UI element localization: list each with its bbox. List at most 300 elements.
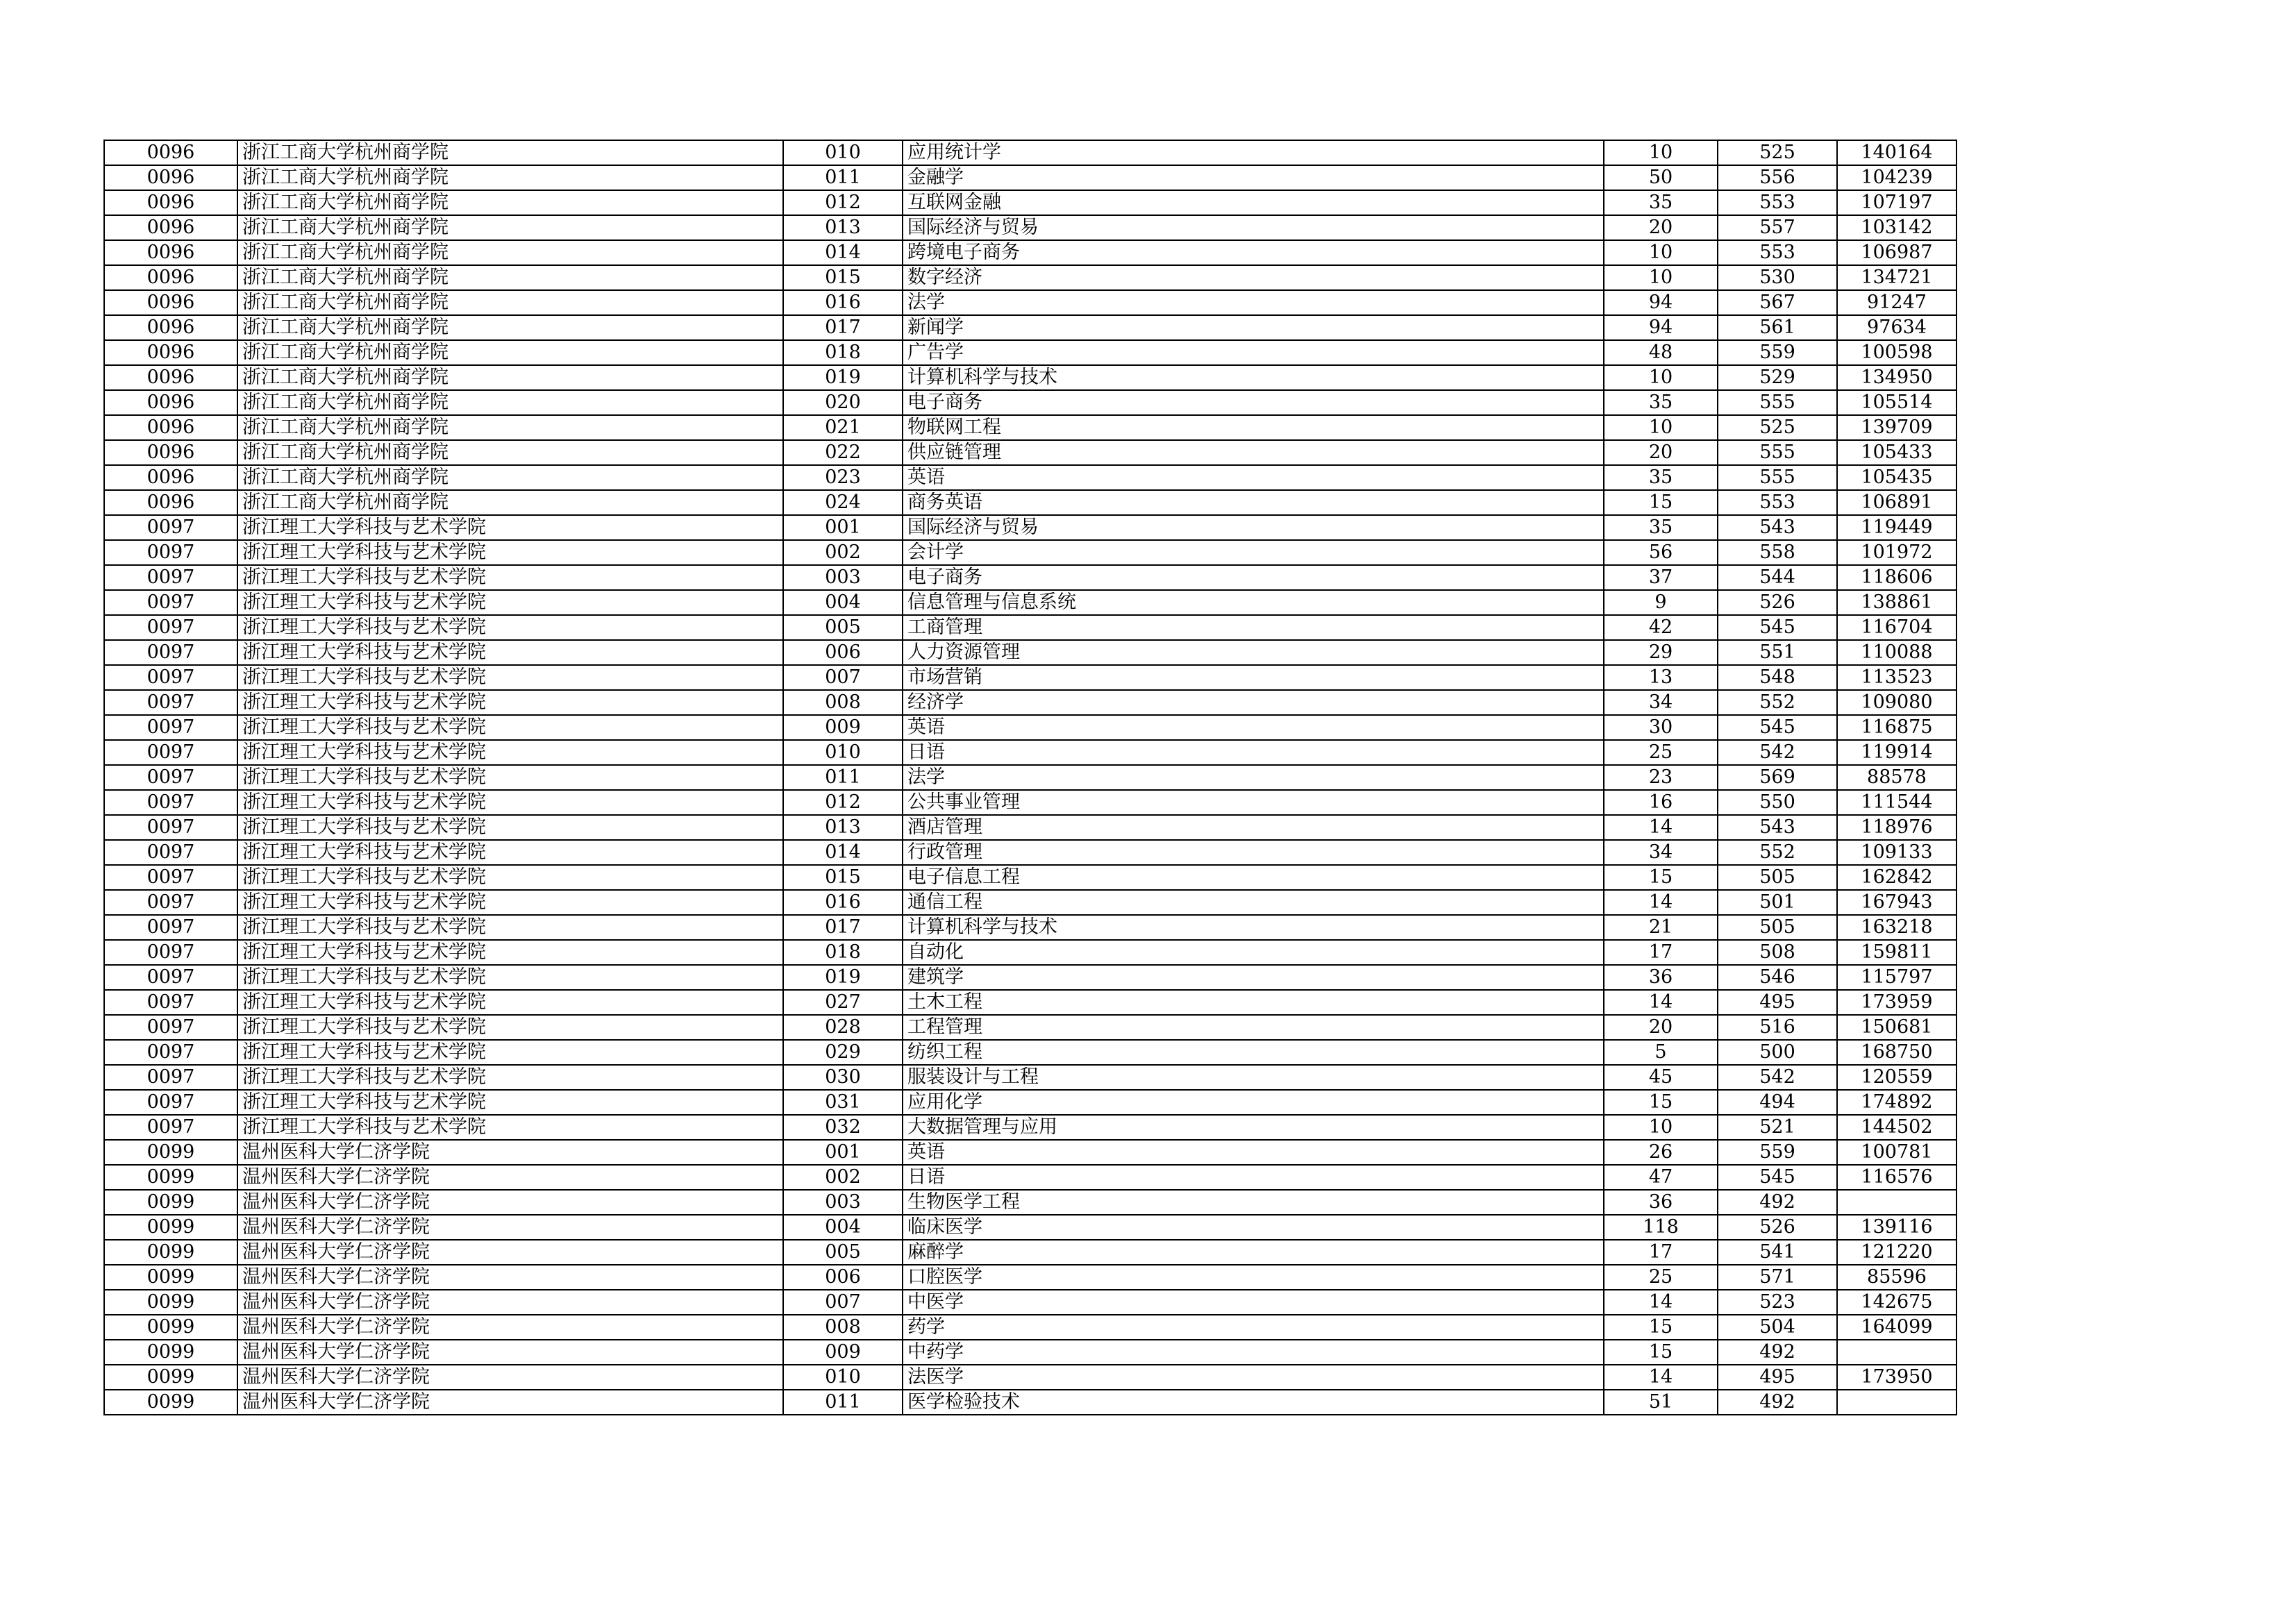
major-name-cell: 新闻学	[903, 315, 1604, 340]
plan-count-cell: 23	[1604, 765, 1718, 790]
table-row	[104, 1390, 1956, 1415]
min-rank-cell: 163218	[1837, 915, 1956, 940]
min-rank-cell: 167943	[1837, 890, 1956, 915]
min-score-cell: 555	[1718, 390, 1837, 415]
min-score-cell: 553	[1718, 240, 1837, 265]
major-code-cell: 010	[783, 140, 903, 165]
min-score-cell: 571	[1718, 1265, 1837, 1290]
min-score-cell: 559	[1718, 340, 1837, 365]
school-code-cell: 0096	[104, 390, 237, 415]
table-row	[104, 440, 1956, 465]
major-name-cell: 应用统计学	[903, 140, 1604, 165]
major-code-cell: 006	[783, 640, 903, 665]
school-code-cell: 0096	[104, 490, 237, 515]
school-code-cell: 0097	[104, 690, 237, 715]
table-row	[104, 940, 1956, 965]
major-name-cell: 电子商务	[903, 390, 1604, 415]
min-score-cell: 508	[1718, 940, 1837, 965]
table-row	[104, 665, 1956, 690]
min-score-cell: 555	[1718, 440, 1837, 465]
min-rank-cell: 100598	[1837, 340, 1956, 365]
table-row	[104, 265, 1956, 290]
min-score-cell: 556	[1718, 165, 1837, 190]
table-row	[104, 815, 1956, 840]
school-name-cell: 温州医科大学仁济学院	[237, 1215, 783, 1240]
plan-count-cell: 20	[1604, 1015, 1718, 1040]
school-code-cell: 0096	[104, 190, 237, 215]
school-code-cell: 0096	[104, 315, 237, 340]
table-row	[104, 490, 1956, 515]
min-score-cell: 545	[1718, 715, 1837, 740]
major-code-cell: 027	[783, 990, 903, 1015]
major-code-cell: 022	[783, 440, 903, 465]
major-name-cell: 公共事业管理	[903, 790, 1604, 815]
table-row	[104, 1340, 1956, 1365]
school-name-cell: 浙江工商大学杭州商学院	[237, 465, 783, 490]
min-rank-cell: 119914	[1837, 740, 1956, 765]
table-row	[104, 240, 1956, 265]
min-rank-cell: 116875	[1837, 715, 1956, 740]
major-code-cell: 029	[783, 1040, 903, 1065]
major-code-cell: 011	[783, 765, 903, 790]
min-rank-cell: 91247	[1837, 290, 1956, 315]
school-name-cell: 浙江工商大学杭州商学院	[237, 315, 783, 340]
plan-count-cell: 16	[1604, 790, 1718, 815]
major-code-cell: 010	[783, 740, 903, 765]
min-rank-cell: 107197	[1837, 190, 1956, 215]
min-rank-cell: 144502	[1837, 1115, 1956, 1140]
min-score-cell: 542	[1718, 740, 1837, 765]
min-score-cell: 548	[1718, 665, 1837, 690]
school-code-cell: 0096	[104, 290, 237, 315]
school-name-cell: 浙江理工大学科技与艺术学院	[237, 915, 783, 940]
school-name-cell: 温州医科大学仁济学院	[237, 1315, 783, 1340]
school-code-cell: 0099	[104, 1240, 237, 1265]
major-name-cell: 建筑学	[903, 965, 1604, 990]
min-rank-cell: 104239	[1837, 165, 1956, 190]
table-row	[104, 1090, 1956, 1115]
plan-count-cell: 25	[1604, 740, 1718, 765]
school-code-cell: 0097	[104, 915, 237, 940]
major-name-cell: 金融学	[903, 165, 1604, 190]
school-name-cell: 温州医科大学仁济学院	[237, 1340, 783, 1365]
school-name-cell: 浙江理工大学科技与艺术学院	[237, 1090, 783, 1115]
min-score-cell: 552	[1718, 840, 1837, 865]
major-name-cell: 经济学	[903, 690, 1604, 715]
plan-count-cell: 10	[1604, 265, 1718, 290]
table-row	[104, 290, 1956, 315]
major-name-cell: 药学	[903, 1315, 1604, 1340]
major-code-cell: 012	[783, 790, 903, 815]
school-code-cell: 0097	[104, 990, 237, 1015]
major-code-cell: 023	[783, 465, 903, 490]
school-code-cell: 0099	[104, 1340, 237, 1365]
school-code-cell: 0097	[104, 515, 237, 540]
table-row	[104, 340, 1956, 365]
min-rank-cell: 119449	[1837, 515, 1956, 540]
school-code-cell: 0097	[104, 840, 237, 865]
major-code-cell: 014	[783, 240, 903, 265]
school-code-cell: 0097	[104, 1040, 237, 1065]
min-rank-cell: 109133	[1837, 840, 1956, 865]
school-name-cell: 温州医科大学仁济学院	[237, 1390, 783, 1415]
school-name-cell: 浙江工商大学杭州商学院	[237, 240, 783, 265]
school-code-cell: 0099	[104, 1265, 237, 1290]
min-score-cell: 543	[1718, 815, 1837, 840]
plan-count-cell: 35	[1604, 190, 1718, 215]
major-name-cell: 法医学	[903, 1365, 1604, 1390]
school-name-cell: 浙江理工大学科技与艺术学院	[237, 840, 783, 865]
plan-count-cell: 94	[1604, 290, 1718, 315]
plan-count-cell: 10	[1604, 1115, 1718, 1140]
school-code-cell: 0096	[104, 240, 237, 265]
school-code-cell: 0096	[104, 340, 237, 365]
school-name-cell: 浙江理工大学科技与艺术学院	[237, 690, 783, 715]
min-rank-cell: 138861	[1837, 590, 1956, 615]
min-rank-cell: 173959	[1837, 990, 1956, 1015]
table-row	[104, 1215, 1956, 1240]
major-name-cell: 临床医学	[903, 1215, 1604, 1240]
table-row	[104, 140, 1956, 165]
major-name-cell: 人力资源管理	[903, 640, 1604, 665]
min-rank-cell	[1837, 1340, 1956, 1365]
plan-count-cell: 20	[1604, 440, 1718, 465]
min-score-cell: 567	[1718, 290, 1837, 315]
table-row	[104, 465, 1956, 490]
major-code-cell: 017	[783, 315, 903, 340]
min-score-cell: 545	[1718, 1165, 1837, 1190]
major-name-cell: 医学检验技术	[903, 1390, 1604, 1415]
min-rank-cell: 150681	[1837, 1015, 1956, 1040]
major-code-cell: 011	[783, 1390, 903, 1415]
major-code-cell: 009	[783, 715, 903, 740]
major-code-cell: 002	[783, 1165, 903, 1190]
table-row	[104, 1040, 1956, 1065]
plan-count-cell: 94	[1604, 315, 1718, 340]
table-row	[104, 865, 1956, 890]
school-name-cell: 浙江工商大学杭州商学院	[237, 190, 783, 215]
major-name-cell: 英语	[903, 715, 1604, 740]
school-code-cell: 0099	[104, 1290, 237, 1315]
min-rank-cell: 118606	[1837, 565, 1956, 590]
school-name-cell: 浙江理工大学科技与艺术学院	[237, 615, 783, 640]
plan-count-cell: 30	[1604, 715, 1718, 740]
school-code-cell: 0097	[104, 940, 237, 965]
major-name-cell: 电子商务	[903, 565, 1604, 590]
table-row	[104, 1015, 1956, 1040]
major-name-cell: 计算机科学与技术	[903, 365, 1604, 390]
school-code-cell: 0096	[104, 365, 237, 390]
school-name-cell: 浙江理工大学科技与艺术学院	[237, 715, 783, 740]
major-name-cell: 英语	[903, 465, 1604, 490]
major-code-cell: 003	[783, 565, 903, 590]
min-rank-cell: 100781	[1837, 1140, 1956, 1165]
plan-count-cell: 51	[1604, 1390, 1718, 1415]
min-score-cell: 495	[1718, 990, 1837, 1015]
school-code-cell: 0097	[104, 715, 237, 740]
major-code-cell: 012	[783, 190, 903, 215]
major-code-cell: 030	[783, 1065, 903, 1090]
table-row	[104, 1290, 1956, 1315]
school-code-cell: 0096	[104, 415, 237, 440]
table-row	[104, 1190, 1956, 1215]
school-code-cell: 0097	[104, 540, 237, 565]
min-score-cell: 546	[1718, 965, 1837, 990]
school-code-cell: 0097	[104, 615, 237, 640]
major-code-cell: 031	[783, 1090, 903, 1115]
table-row	[104, 515, 1956, 540]
major-code-cell: 015	[783, 265, 903, 290]
min-score-cell: 526	[1718, 1215, 1837, 1240]
min-score-cell: 559	[1718, 1140, 1837, 1165]
school-name-cell: 浙江理工大学科技与艺术学院	[237, 990, 783, 1015]
table-row	[104, 315, 1956, 340]
school-code-cell: 0097	[104, 1090, 237, 1115]
plan-count-cell: 15	[1604, 865, 1718, 890]
major-code-cell: 017	[783, 915, 903, 940]
major-name-cell: 应用化学	[903, 1090, 1604, 1115]
plan-count-cell: 15	[1604, 490, 1718, 515]
school-code-cell: 0097	[104, 740, 237, 765]
min-score-cell: 504	[1718, 1315, 1837, 1340]
major-name-cell: 广告学	[903, 340, 1604, 365]
school-name-cell: 浙江理工大学科技与艺术学院	[237, 940, 783, 965]
school-name-cell: 浙江理工大学科技与艺术学院	[237, 1065, 783, 1090]
school-code-cell: 0097	[104, 590, 237, 615]
min-score-cell: 492	[1718, 1390, 1837, 1415]
table-row	[104, 415, 1956, 440]
table-row	[104, 190, 1956, 215]
table-body	[104, 140, 1956, 1415]
plan-count-cell: 9	[1604, 590, 1718, 615]
major-code-cell: 005	[783, 615, 903, 640]
major-code-cell: 008	[783, 1315, 903, 1340]
school-name-cell: 浙江理工大学科技与艺术学院	[237, 565, 783, 590]
school-name-cell: 浙江理工大学科技与艺术学院	[237, 640, 783, 665]
school-name-cell: 温州医科大学仁济学院	[237, 1190, 783, 1215]
table-row	[104, 365, 1956, 390]
min-rank-cell: 109080	[1837, 690, 1956, 715]
min-rank-cell: 113523	[1837, 665, 1956, 690]
school-name-cell: 浙江理工大学科技与艺术学院	[237, 515, 783, 540]
school-code-cell: 0096	[104, 465, 237, 490]
school-code-cell: 0096	[104, 265, 237, 290]
min-score-cell: 553	[1718, 190, 1837, 215]
table-row	[104, 165, 1956, 190]
plan-count-cell: 48	[1604, 340, 1718, 365]
min-rank-cell: 97634	[1837, 315, 1956, 340]
min-rank-cell: 101972	[1837, 540, 1956, 565]
plan-count-cell: 34	[1604, 840, 1718, 865]
table-row	[104, 1115, 1956, 1140]
table-row	[104, 1240, 1956, 1265]
plan-count-cell: 47	[1604, 1165, 1718, 1190]
min-score-cell: 529	[1718, 365, 1837, 390]
min-score-cell: 492	[1718, 1340, 1837, 1365]
school-name-cell: 温州医科大学仁济学院	[237, 1165, 783, 1190]
school-name-cell: 浙江理工大学科技与艺术学院	[237, 865, 783, 890]
min-rank-cell: 134721	[1837, 265, 1956, 290]
plan-count-cell: 45	[1604, 1065, 1718, 1090]
plan-count-cell: 21	[1604, 915, 1718, 940]
min-score-cell: 526	[1718, 590, 1837, 615]
table-row	[104, 215, 1956, 240]
school-code-cell: 0099	[104, 1365, 237, 1390]
min-score-cell: 550	[1718, 790, 1837, 815]
major-code-cell: 006	[783, 1265, 903, 1290]
major-code-cell: 015	[783, 865, 903, 890]
major-code-cell: 003	[783, 1190, 903, 1215]
min-rank-cell: 85596	[1837, 1265, 1956, 1290]
min-score-cell: 500	[1718, 1040, 1837, 1065]
major-code-cell: 004	[783, 1215, 903, 1240]
min-score-cell: 530	[1718, 265, 1837, 290]
table-row	[104, 790, 1956, 815]
min-rank-cell: 159811	[1837, 940, 1956, 965]
school-name-cell: 浙江工商大学杭州商学院	[237, 265, 783, 290]
school-code-cell: 0099	[104, 1165, 237, 1190]
major-name-cell: 生物医学工程	[903, 1190, 1604, 1215]
plan-count-cell: 118	[1604, 1215, 1718, 1240]
major-name-cell: 商务英语	[903, 490, 1604, 515]
plan-count-cell: 14	[1604, 1365, 1718, 1390]
min-score-cell: 516	[1718, 1015, 1837, 1040]
school-name-cell: 浙江理工大学科技与艺术学院	[237, 890, 783, 915]
min-score-cell: 525	[1718, 140, 1837, 165]
min-score-cell: 523	[1718, 1290, 1837, 1315]
school-code-cell: 0097	[104, 1015, 237, 1040]
school-code-cell: 0099	[104, 1190, 237, 1215]
school-name-cell: 浙江理工大学科技与艺术学院	[237, 765, 783, 790]
min-score-cell: 495	[1718, 1365, 1837, 1390]
major-name-cell: 日语	[903, 1165, 1604, 1190]
major-name-cell: 通信工程	[903, 890, 1604, 915]
table-row	[104, 890, 1956, 915]
school-code-cell: 0097	[104, 890, 237, 915]
school-name-cell: 浙江工商大学杭州商学院	[237, 215, 783, 240]
school-name-cell: 浙江工商大学杭州商学院	[237, 440, 783, 465]
school-code-cell: 0097	[104, 565, 237, 590]
school-name-cell: 浙江工商大学杭州商学院	[237, 340, 783, 365]
plan-count-cell: 29	[1604, 640, 1718, 665]
major-name-cell: 法学	[903, 290, 1604, 315]
major-code-cell: 019	[783, 365, 903, 390]
school-name-cell: 浙江理工大学科技与艺术学院	[237, 590, 783, 615]
table-row	[104, 540, 1956, 565]
plan-count-cell: 56	[1604, 540, 1718, 565]
school-name-cell: 浙江工商大学杭州商学院	[237, 290, 783, 315]
school-name-cell: 浙江理工大学科技与艺术学院	[237, 1015, 783, 1040]
plan-count-cell: 17	[1604, 940, 1718, 965]
major-code-cell: 032	[783, 1115, 903, 1140]
major-name-cell: 国际经济与贸易	[903, 515, 1604, 540]
table-row	[104, 640, 1956, 665]
major-code-cell: 020	[783, 390, 903, 415]
major-name-cell: 工程管理	[903, 1015, 1604, 1040]
min-rank-cell	[1837, 1190, 1956, 1215]
plan-count-cell: 14	[1604, 890, 1718, 915]
plan-count-cell: 10	[1604, 365, 1718, 390]
admission-table	[103, 140, 1957, 1415]
min-rank-cell: 118976	[1837, 815, 1956, 840]
school-name-cell: 浙江工商大学杭州商学院	[237, 140, 783, 165]
school-code-cell: 0097	[104, 815, 237, 840]
major-code-cell: 002	[783, 540, 903, 565]
min-rank-cell: 139709	[1837, 415, 1956, 440]
plan-count-cell: 13	[1604, 665, 1718, 690]
plan-count-cell: 10	[1604, 415, 1718, 440]
school-name-cell: 浙江理工大学科技与艺术学院	[237, 1115, 783, 1140]
plan-count-cell: 34	[1604, 690, 1718, 715]
school-name-cell: 浙江工商大学杭州商学院	[237, 415, 783, 440]
table-row	[104, 840, 1956, 865]
school-name-cell: 浙江工商大学杭州商学院	[237, 165, 783, 190]
major-name-cell: 日语	[903, 740, 1604, 765]
major-code-cell: 004	[783, 590, 903, 615]
major-code-cell: 024	[783, 490, 903, 515]
major-name-cell: 法学	[903, 765, 1604, 790]
min-rank-cell: 121220	[1837, 1240, 1956, 1265]
min-score-cell: 553	[1718, 490, 1837, 515]
plan-count-cell: 15	[1604, 1315, 1718, 1340]
major-name-cell: 麻醉学	[903, 1240, 1604, 1265]
table-row	[104, 965, 1956, 990]
plan-count-cell: 37	[1604, 565, 1718, 590]
plan-count-cell: 10	[1604, 240, 1718, 265]
plan-count-cell: 35	[1604, 465, 1718, 490]
table-row	[104, 390, 1956, 415]
major-name-cell: 大数据管理与应用	[903, 1115, 1604, 1140]
min-score-cell: 551	[1718, 640, 1837, 665]
school-name-cell: 浙江理工大学科技与艺术学院	[237, 790, 783, 815]
min-score-cell: 494	[1718, 1090, 1837, 1115]
major-name-cell: 中医学	[903, 1290, 1604, 1315]
school-name-cell: 浙江理工大学科技与艺术学院	[237, 540, 783, 565]
min-rank-cell: 168750	[1837, 1040, 1956, 1065]
school-name-cell: 温州医科大学仁济学院	[237, 1265, 783, 1290]
major-name-cell: 信息管理与信息系统	[903, 590, 1604, 615]
school-name-cell: 浙江理工大学科技与艺术学院	[237, 815, 783, 840]
school-code-cell: 0096	[104, 140, 237, 165]
major-name-cell: 口腔医学	[903, 1265, 1604, 1290]
major-code-cell: 007	[783, 1290, 903, 1315]
school-code-cell: 0097	[104, 790, 237, 815]
table-row	[104, 565, 1956, 590]
major-name-cell: 供应链管理	[903, 440, 1604, 465]
table-row	[104, 1140, 1956, 1165]
min-score-cell: 552	[1718, 690, 1837, 715]
major-name-cell: 中药学	[903, 1340, 1604, 1365]
school-code-cell: 0099	[104, 1140, 237, 1165]
plan-count-cell: 17	[1604, 1240, 1718, 1265]
school-name-cell: 浙江工商大学杭州商学院	[237, 490, 783, 515]
table-row	[104, 740, 1956, 765]
major-name-cell: 酒店管理	[903, 815, 1604, 840]
min-score-cell: 541	[1718, 1240, 1837, 1265]
school-name-cell: 温州医科大学仁济学院	[237, 1240, 783, 1265]
table-row	[104, 1165, 1956, 1190]
plan-count-cell: 15	[1604, 1090, 1718, 1115]
min-rank-cell: 105435	[1837, 465, 1956, 490]
plan-count-cell: 10	[1604, 140, 1718, 165]
min-rank-cell: 111544	[1837, 790, 1956, 815]
major-code-cell: 021	[783, 415, 903, 440]
school-code-cell: 0097	[104, 640, 237, 665]
school-code-cell: 0096	[104, 165, 237, 190]
plan-count-cell: 14	[1604, 1290, 1718, 1315]
min-rank-cell: 103142	[1837, 215, 1956, 240]
min-rank-cell: 116704	[1837, 615, 1956, 640]
